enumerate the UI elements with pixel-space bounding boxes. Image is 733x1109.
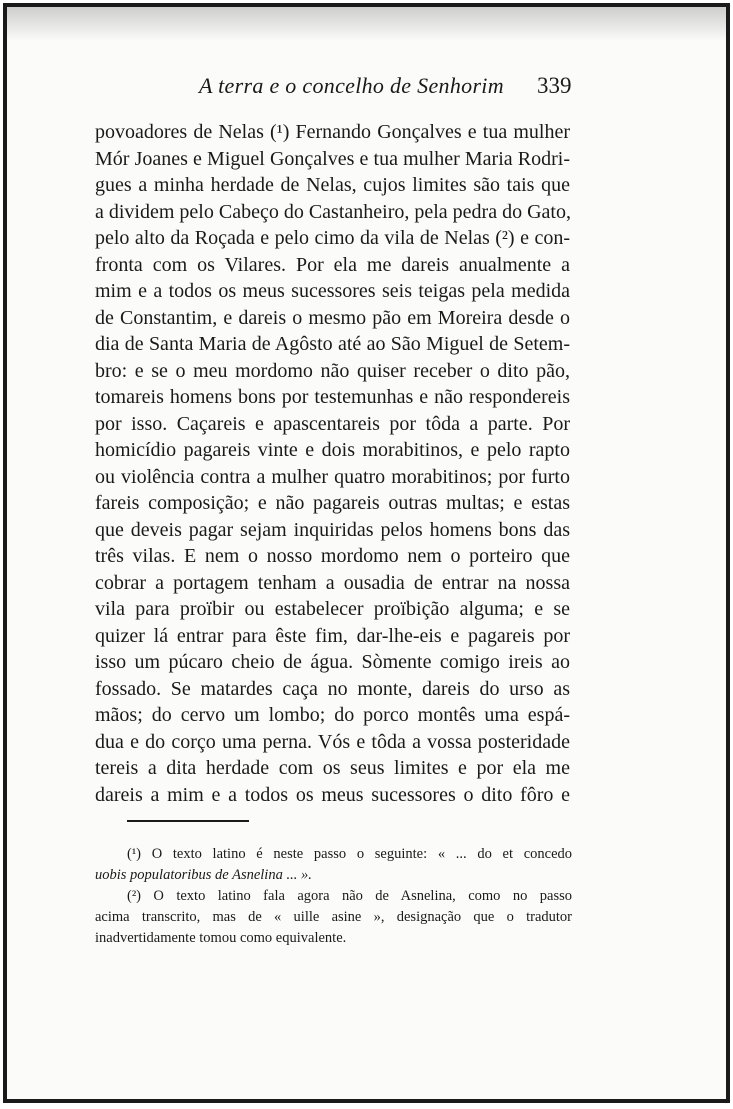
text-line: por isso. Caçareis e apascentareis por tôda a parte. Por: [95, 412, 570, 435]
scanned-page: [3, 3, 730, 1103]
text-line: fareis composição; e não pagareis outras multas; e estas: [95, 492, 570, 514]
text-line: pelo alto da Roçada e pelo cimo da vila de Nelas (²) e con-: [95, 227, 570, 249]
text-line: fossado. Se matardes caça no monte, dareis do urso as: [95, 677, 570, 700]
text-line: gues a minha herdade de Nelas, cujos limites são tais que: [95, 174, 570, 196]
text-line: tereis a dita herdade com os seus limites e por ela me: [95, 757, 570, 779]
footnote-1-cont: uobis populatoribus de Asnelina ... ».: [95, 867, 312, 883]
text-line: cobrar a portagem tenham a ousadia de entrar na nossa: [95, 571, 570, 594]
text-line: Mór Joanes e Miguel Gonçalves e tua mulher Maria Rodri-: [95, 147, 570, 170]
text-line: três vilas. E nem o nosso mordomo nem o porteiro que: [95, 545, 570, 567]
footnote-2-cont: acima transcrito, mas de « uille asine », designação que o tradutor: [95, 909, 572, 925]
text-line: quizer lá entrar para êste fim, dar-lhe-eis e pagareis por: [95, 624, 570, 647]
text-line: mãos; do cervo um lombo; do porco montês uma espá-: [95, 704, 570, 726]
footnotes: [95, 844, 572, 949]
footnote-1: (¹) O texto latino é neste passo o seguinte: « ... do et concedo: [127, 846, 572, 862]
text-line: tomareis homens bons por testemunhas e não respondereis: [95, 386, 570, 408]
text-line: ou violência contra a mulher quatro morabitinos; por furto: [95, 465, 570, 488]
scan-shadow: [7, 7, 726, 41]
text-line: povoadores de Nelas (¹) Fernando Gonçalves e tua mulher: [95, 121, 570, 143]
text-line: dareis a mim e a todos os meus sucessores o dito fôro e: [95, 783, 570, 806]
text-line: que deveis pagar sejam inquiridas pelos homens bons das: [95, 518, 570, 541]
text-line: mim e a todos os meus sucessores seis teigas pela medida: [95, 280, 570, 302]
text-line: vila para proïbir ou estabelecer proïbição alguma; e se: [95, 598, 570, 620]
footnote-separator: [127, 820, 249, 822]
text-line: isso um púcaro cheio de água. Sòmente comigo ireis ao: [95, 651, 570, 673]
footnote-2: (²) O texto latino fala agora não de Asnelina, como no passo: [127, 888, 572, 904]
page-number: 339: [537, 73, 572, 98]
text-line: a dividem pelo Cabeço do Castanheiro, pela pedra do Gato,: [95, 200, 571, 223]
text-line: homicídio pagareis vinte e dois morabitinos, e pelo rapto: [95, 439, 570, 461]
text-line: de Constantim, e dareis o mesmo pão em Moreira desde o: [95, 306, 570, 329]
running-title: A terra e o concelho de Senhorim: [199, 73, 504, 98]
footnote-2-end: inadvertidamente tomou como equivalente.: [95, 930, 347, 946]
text-line: dia de Santa Maria de Agôsto até ao São Miguel de Setem-: [95, 333, 570, 355]
text-line: fronta com os Vilares. Por ela me dareis anualmente a: [95, 253, 570, 276]
text-line: bro: e se o meu mordomo não quiser receber o dito pão,: [95, 359, 570, 382]
running-header: [7, 73, 726, 107]
main-text: [95, 119, 570, 808]
text-line: dua e do corço uma perna. Vós e tôda a vossa posteridade: [95, 730, 570, 753]
